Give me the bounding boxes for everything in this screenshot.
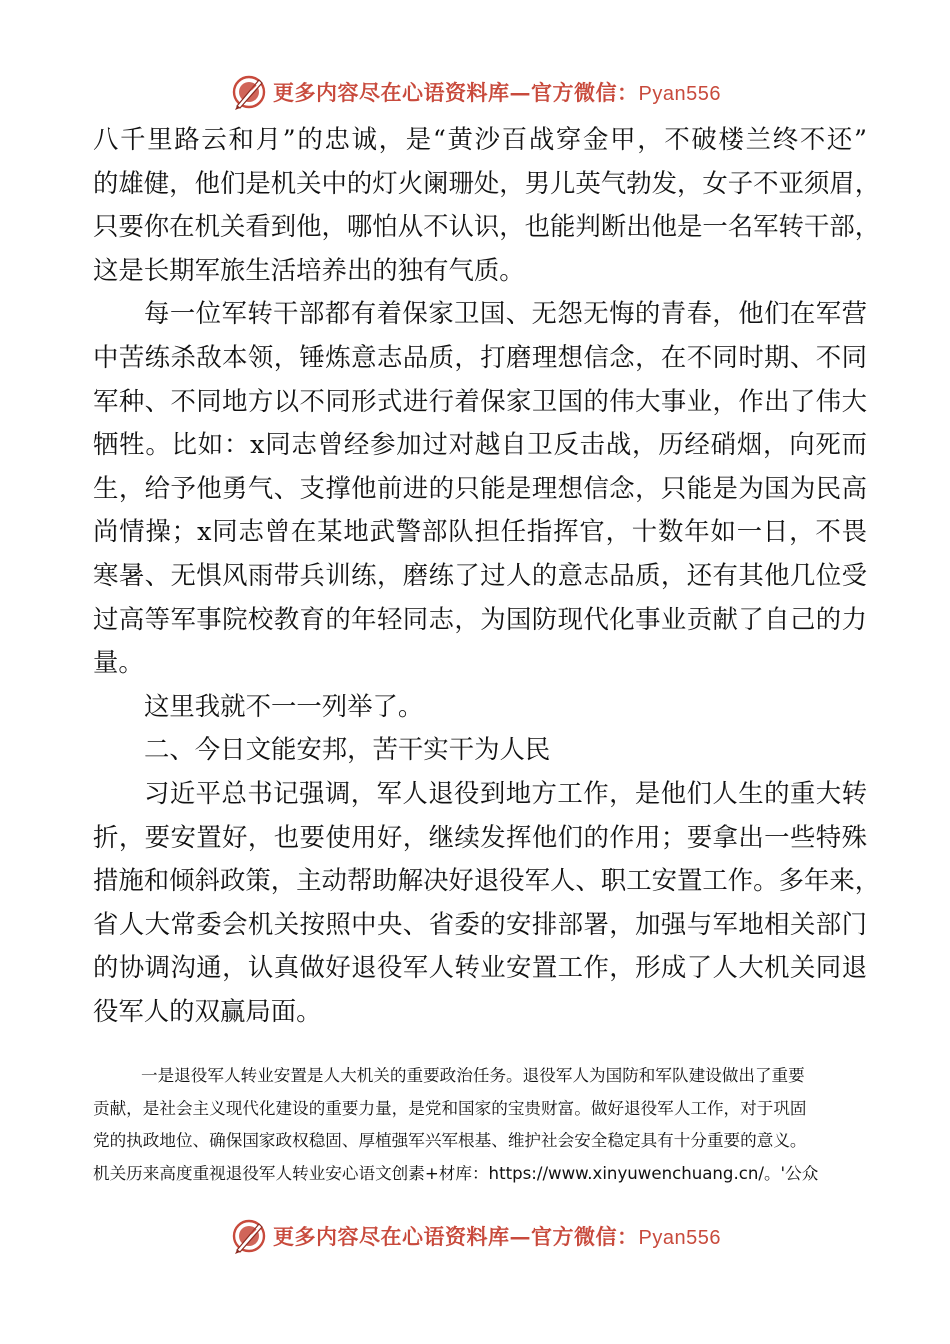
paragraph2-line: 中苦练杀敌本领，锤炼意志品质，打磨理想信念，在不同时期、不同: [93, 341, 867, 372]
body-text: [93, 118, 881, 1033]
paragraph2-line: 生，给予他勇气、支撑他前进的只能是理想信念，只能是为国为民高: [93, 472, 867, 503]
small-text-block: [93, 1060, 869, 1190]
footer-banner-handle: Pyan556: [638, 1227, 721, 1249]
footer-banner-text: [273, 1221, 721, 1251]
footer-banner: [0, 1216, 950, 1256]
paragraph1-line: 只要你在机关看到他，哪怕从不认识，也能判断出他是一名军转干部，: [93, 211, 881, 242]
paragraph1-line: 八千里路云和月”的忠诚，是“黄沙百战穿金甲，不破楼兰终不还”: [93, 124, 867, 154]
paragraph5-line: 机关历来高度重视退役军人转业安心语文创素+材库：https://www.xinyuwenchuang.cn/。'公众: [93, 1163, 819, 1183]
paragraph4-line: 的协调沟通，认真做好退役军人转业安置工作，形成了人大机关同退: [93, 952, 867, 983]
header-banner-title: 更多内容尽在心语资料库—官方微信：: [273, 80, 639, 105]
pen-logo-icon: [229, 1216, 269, 1256]
pen-logo-icon: [229, 72, 269, 112]
paragraph1-line: 这是长期军旅生活培养出的独有气质。: [93, 254, 525, 285]
paragraph2-line: 寒暑、无惧风雨带兵训练，磨练了过人的意志品质，还有其他几位受: [93, 559, 867, 590]
paragraph2-line: 军种、不同地方以不同形式进行着保家卫国的伟大事业，作出了伟大: [93, 385, 867, 416]
paragraph2-line: 尚情操；x同志曾在某地武警部队担任指挥官，十数年如一日，不畏: [93, 516, 867, 547]
paragraph2-line: 牺牲。比如：x同志曾经参加过对越自卫反击战，历经硝烟，向死而: [93, 429, 867, 460]
paragraph4-line: 习近平总书记强调，军人退役到地方工作，是他们人生的重大转: [144, 777, 867, 808]
paragraph4-line: 折，要安置好，也要使用好，继续发挥他们的作用；要拿出一些特殊: [93, 821, 867, 852]
paragraph4-line: 措施和倾斜政策，主动帮助解决好退役军人、职工安置工作。多年来，: [93, 865, 881, 896]
header-banner-text: [273, 77, 721, 107]
paragraph2-line: 量。: [93, 647, 144, 678]
paragraph1-line: 的雄健，他们是机关中的灯火阑珊处，男儿英气勃发，女子不亚须眉，: [93, 167, 881, 198]
section-heading: 二、今日文能安邦，苦干实干为人民: [144, 734, 551, 765]
paragraph5-line: 一是退役军人转业安置是人大机关的重要政治任务。退役军人为国防和军队建设做出了重要: [141, 1066, 805, 1085]
footer-banner-title: 更多内容尽在心语资料库—官方微信：: [273, 1224, 639, 1249]
paragraph5-line: 贡献，是社会主义现代化建设的重要力量，是党和国家的宝贵财富。做好退役军人工作，对于巩固: [93, 1098, 807, 1118]
header-banner: [0, 72, 950, 112]
paragraph2-line: 每一位军转干部都有着保家卫国、无怨无悔的青春，他们在军营: [144, 298, 867, 329]
paragraph5-line: 党的执政地位、确保国家政权稳固、厚植强军兴军根基、维护社会安全稳定具有十分重要的意义。: [93, 1131, 807, 1150]
paragraph4-line: 省人大常委会机关按照中央、省委的安排部署，加强与军地相关部门: [93, 908, 867, 939]
paragraph3-text: 这里我就不一一列举了。: [144, 690, 424, 721]
paragraph2-line: 过高等军事院校教育的年轻同志，为国防现代化事业贡献了自己的力: [93, 603, 867, 634]
paragraph4-line: 役军人的双赢局面。: [93, 995, 322, 1026]
header-banner-handle: Pyan556: [638, 83, 721, 105]
